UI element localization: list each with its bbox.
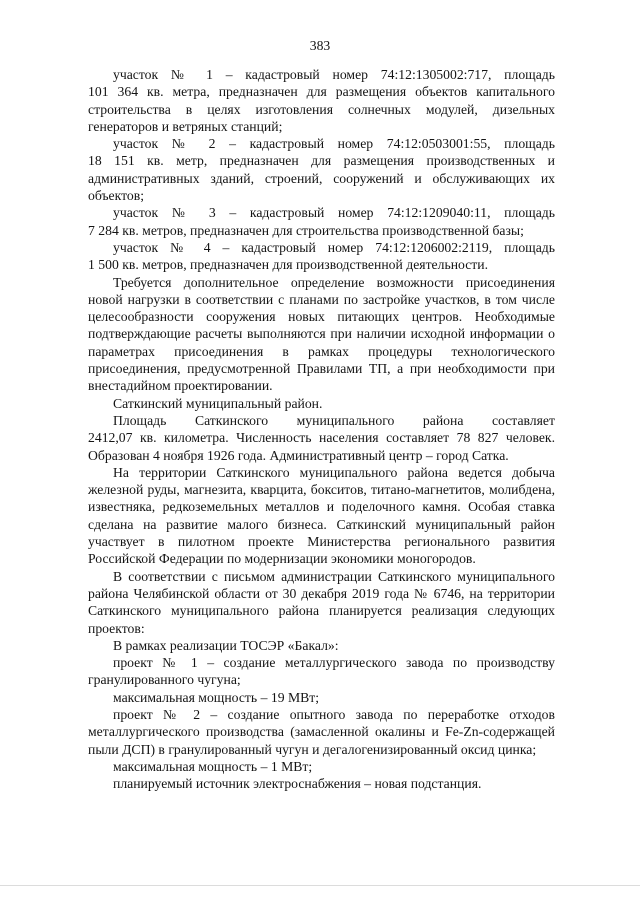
paragraph-plot-4 bbox=[88, 239, 555, 274]
text-line: проект № 1 – создание металлургического завода по производству bbox=[113, 655, 555, 671]
paragraph-district-economy bbox=[88, 464, 555, 568]
text-line: гранулированного чугуна; bbox=[88, 672, 241, 688]
text-line: строительства в целях изготовления солнечных модулей, дизельных bbox=[88, 101, 555, 117]
text-line: Российской Федерации по модернизации экономики моногородов. bbox=[88, 551, 476, 567]
text-line: подтверждающие расчеты выполняются при наличии исходной информации о bbox=[88, 326, 555, 342]
text-line: 2412,07 кв. километра. Численность населения составляет 78 827 человек. bbox=[88, 430, 555, 446]
text-line: известняка, редкоземельных металлов и поделочного камня. Особая ставка bbox=[88, 499, 555, 515]
page-number: 383 bbox=[309, 38, 331, 53]
text-line: участок № 3 – кадастровый номер 74:12:1209040:11, площадь bbox=[113, 205, 555, 221]
text-line: участок № 2 – кадастровый номер 74:12:0503001:55, площадь bbox=[113, 136, 555, 152]
paragraph-tosear-bakal bbox=[88, 637, 555, 654]
text-line: 7 284 кв. метров, предназначен для строительства производственной базы; bbox=[88, 222, 524, 238]
text-line: На территории Саткинского муниципального района ведется добыча bbox=[113, 464, 555, 480]
text-line: присоединения, предусмотренной Правилами ТП, а при необходимости при bbox=[88, 361, 555, 377]
text-line: 101 364 кв. метра, предназначен для размещения объектов капитального bbox=[88, 84, 555, 100]
text-line: Образован 4 ноября 1926 года. Административный центр – город Сатка. bbox=[88, 447, 509, 463]
paragraph-connection-note bbox=[88, 274, 555, 395]
text-line: Площадь Саткинского муниципального района составляет bbox=[113, 412, 555, 428]
section-heading-satka-district bbox=[88, 395, 555, 412]
paragraph-project-1 bbox=[88, 654, 555, 689]
text-line: района Челябинской области от 30 декабря 2019 года № 6746, на территории bbox=[88, 585, 555, 601]
text-line: металлургического производства (замасленной окалины и Fe-Zn-содержащей bbox=[88, 724, 555, 740]
text-line: В рамках реализации ТОСЭР «Бакал»: bbox=[113, 637, 339, 653]
text-line: В соответствии с письмом администрации Саткинского муниципального bbox=[113, 568, 555, 584]
paragraph-project-2-power bbox=[88, 758, 555, 775]
paragraph-plot-1 bbox=[88, 66, 555, 135]
text-line: максимальная мощность – 1 МВт; bbox=[113, 758, 313, 774]
text-line: параметрах присоединения в рамках процедуры технологического bbox=[88, 343, 555, 359]
paragraph-power-source bbox=[88, 775, 555, 792]
text-line: административных зданий, строений, сооружений и обслуживающих их bbox=[88, 170, 555, 186]
paragraph-project-1-power bbox=[88, 689, 555, 706]
paragraph-plot-3 bbox=[88, 204, 555, 239]
text-line: Требуется дополнительное определение возможности присоединения bbox=[113, 274, 555, 290]
text-line: Саткинский муниципальный район. bbox=[113, 395, 323, 411]
text-line: целесообразности сооружения новых питающих центров. Необходимые bbox=[88, 309, 555, 325]
text-line: участок № 1 – кадастровый номер 74:12:1305002:717, площадь bbox=[113, 67, 555, 82]
paragraph-project-2 bbox=[88, 706, 555, 758]
paragraph-plot-2 bbox=[88, 135, 555, 204]
text-line: Саткинского муниципального района планируется реализация следующих bbox=[88, 603, 555, 619]
document-body bbox=[88, 66, 555, 792]
text-line: генераторов и ветряных станций; bbox=[88, 118, 283, 134]
text-line: максимальная мощность – 19 МВт; bbox=[113, 689, 320, 705]
text-line: планируемый источник электроснабжения – новая подстанция. bbox=[113, 776, 482, 792]
paragraph-planned-projects bbox=[88, 568, 555, 637]
text-line: участок № 4 – кадастровый номер 74:12:1206002:2119, площадь bbox=[113, 239, 555, 255]
text-line: объектов; bbox=[88, 188, 144, 204]
paragraph-district-area bbox=[88, 412, 555, 464]
text-line: внестадийном проектировании. bbox=[88, 378, 273, 394]
text-line: железной руды, магнезита, кварцита, бокситов, титано-магнетитов, молибдена, bbox=[88, 482, 555, 498]
text-line: 1 500 кв. метров, предназначен для производственной деятельности. bbox=[88, 257, 489, 273]
text-line: проект № 2 – создание опытного завода по переработке отходов bbox=[113, 706, 555, 722]
text-line: участвует в пилотном проекте Министерства регионального развития bbox=[88, 534, 555, 550]
text-line: 18 151 кв. метр, предназначен для размещения производственных и bbox=[88, 153, 555, 169]
text-line: новой нагрузки в соответствии с планами по застройке участков, в том числе bbox=[88, 291, 555, 307]
text-line: пыли ДСП) в гранулированный чугун и дегалогенизированный оксид цинка; bbox=[88, 741, 537, 757]
text-line: проектов: bbox=[88, 620, 145, 636]
scan-edge-line bbox=[0, 885, 640, 886]
text-line: сделана на развитие малого бизнеса. Саткинский муниципальный район bbox=[88, 516, 555, 532]
